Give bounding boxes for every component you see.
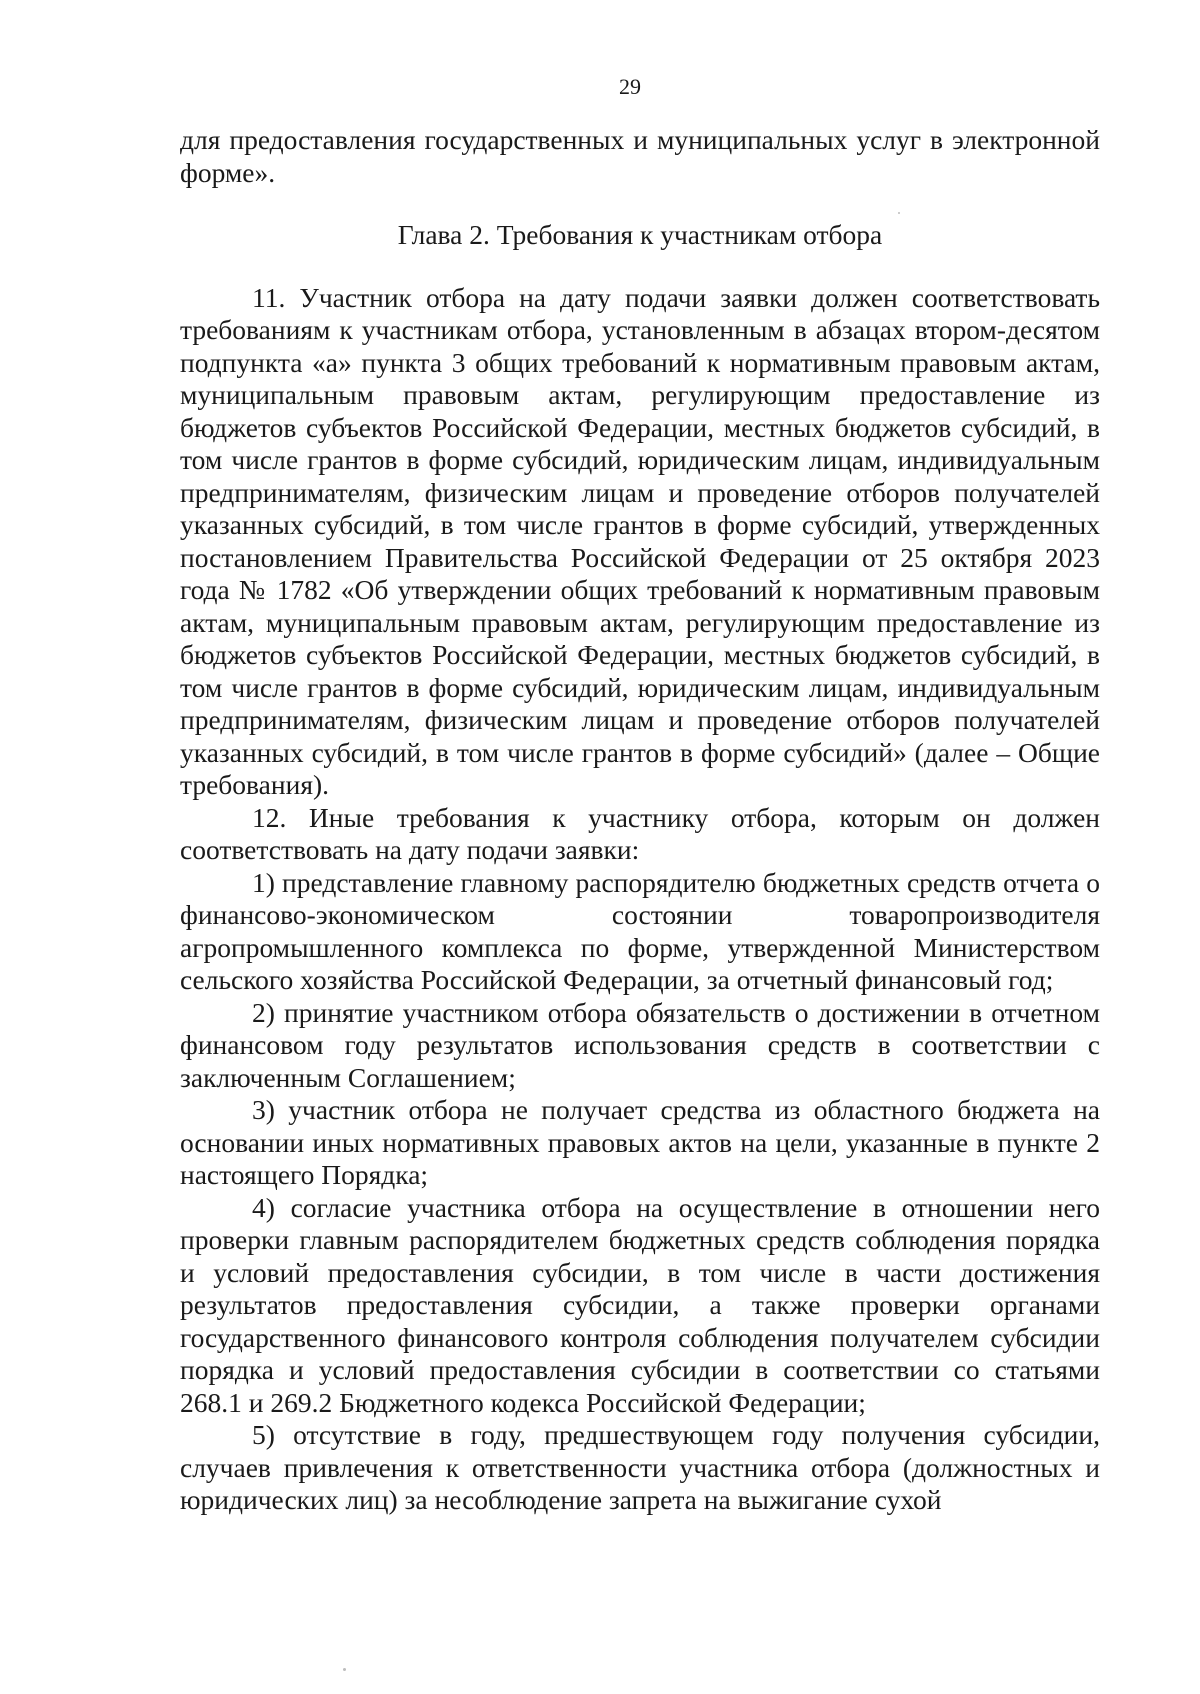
list-item: 2) принятие участником отбора обязательств о достижении в отчетном финансовом году результатов использования средств в соответствии с заключенным Соглашением; xyxy=(180,996,1100,1093)
list-item: 3) участник отбора не получает средства из областного бюджета на основании иных нормативных правовых актов на цели, указанные в пункте 2 настоящего Порядка; xyxy=(180,1094,1100,1190)
list-item: 4) согласие участника отбора на осуществление в отношении него проверки главным распорядителем бюджетных средств соблюдения порядка и условий предоставления субсидии, в том числе в части достижения результатов предоставления субсидии, а также проверки органами государственного финансового контроля соблюдения получателем субсидии порядка и условий предоставления субсидии в соответствии со статьями 268.1 и 269.2 Бюджетного кодекса Российской Федерации; xyxy=(180,1191,1100,1418)
continuation-paragraph: для предоставления государственных и муниципальных услуг в электронной форме». xyxy=(180,124,1100,188)
list-item: 1) представление главному распорядителю бюджетных средств отчета о финансово-экономическом состоянии товаропроизводителя агропромышленного комплекса по форме, утвержденной Министерством сельского хозяйства Российской Федерации, за отчетный финансовый год; xyxy=(180,866,1100,995)
scan-speck xyxy=(898,212,900,214)
chapter-title: Глава 2. Требования к участникам отбора xyxy=(397,219,883,250)
clause-12: 12. Иные требования к участнику отбора, которым он должен соответствовать на дату подачи заявки: xyxy=(180,801,1100,865)
page-number: 29 xyxy=(619,74,641,99)
document-body xyxy=(180,124,1100,1517)
scan-speck xyxy=(343,1668,346,1671)
list-item: 5) отсутствие в году, предшествующем году получения субсидии, случаев привлечения к ответственности участника отбора (должностных и юридических лиц) за несоблюдение запрета на выжигание сухой xyxy=(180,1419,1100,1515)
clause-11: 11. Участник отбора на дату подачи заявки должен соответствовать требованиям к участникам отбора, установленным в абзацах втором-десятом подпункта «а» пункта 3 общих требований к нормативным правовым актам, муниципальным правовым актам, регулирующим предоставление из бюджетов субъектов Российской Федерации, местных бюджетов субсидий, в том числе грантов в форме субсидий, юридическим лицам, индивидуальным предпринимателям, физическим лицам и проведение отборов получателей указанных субсидий, в том числе грантов в форме субсидий, утвержденных постановлением Правительства Российской Федерации от 25 октября 2023 года № 1782 «Об утверждении общих требований к нормативным правовым актам, муниципальным правовым актам, регулирующим предоставление из бюджетов субъектов Российской Федерации, местных бюджетов субсидий, в том числе грантов в форме субсидий, юридическим лицам, индивидуальным предпринимателям, физическим лицам и проведение отборов получателей указанных субсидий, в том числе грантов в форме субсидий» (далее – Общие требования). xyxy=(180,281,1100,800)
